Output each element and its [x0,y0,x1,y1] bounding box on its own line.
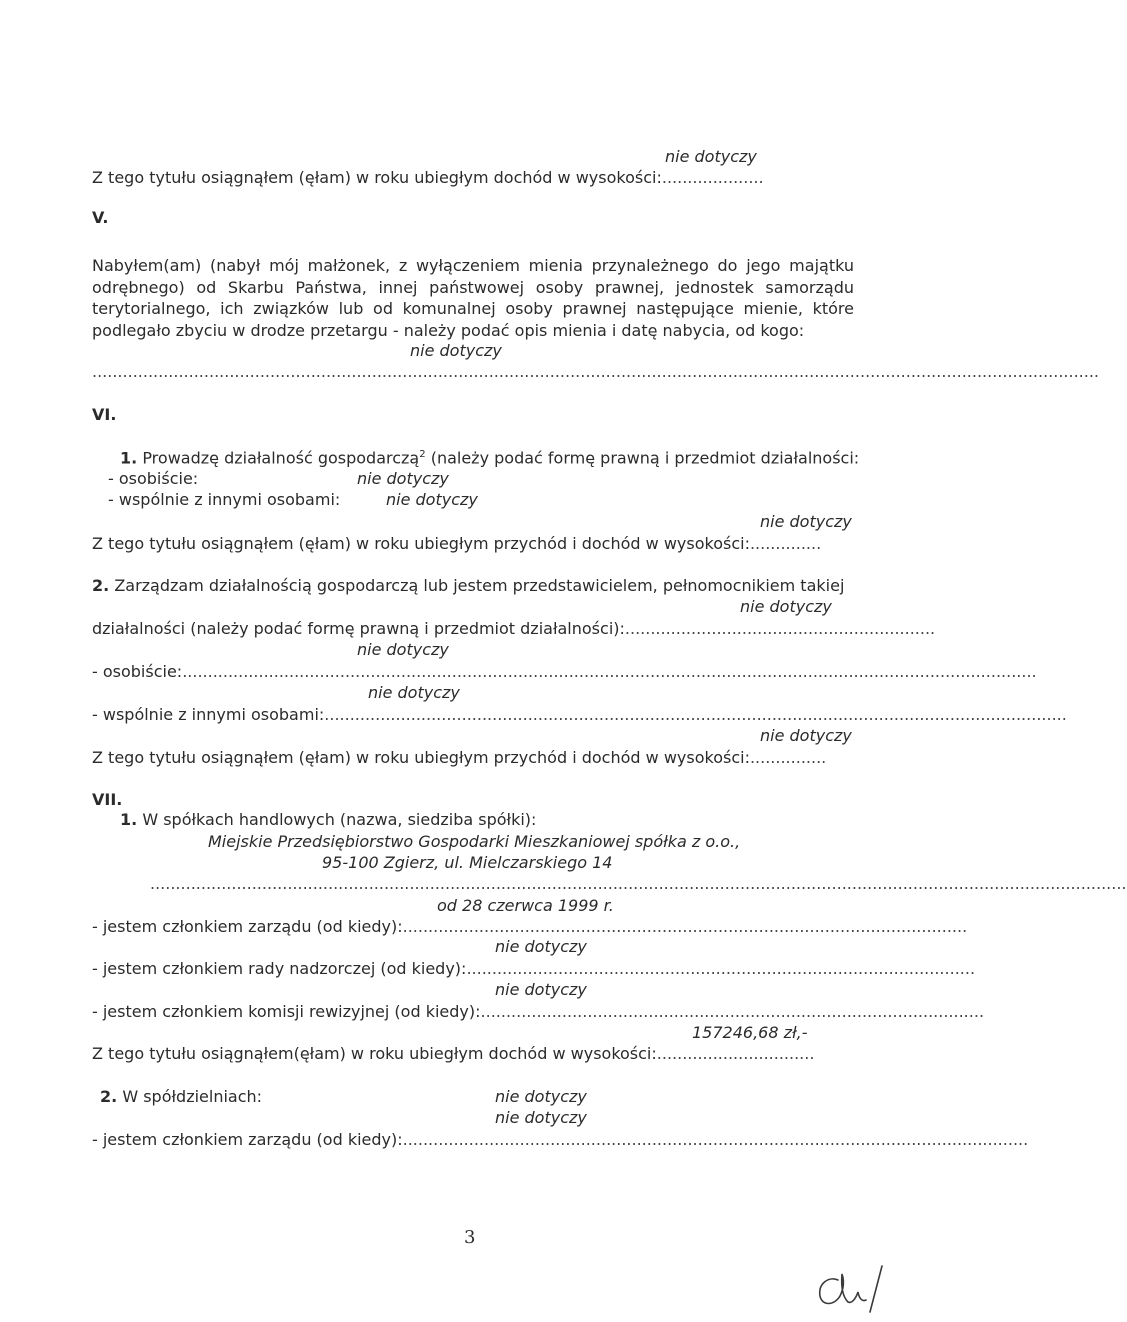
board-member-label: - jestem członkiem zarządu (od kiedy):............................................................................................................... [92,917,968,936]
jointly-label: - wspólnie z innymi osobami:.................................................................................................................................................. [92,705,1067,724]
answer-not-applicable: nie dotyczy [495,1087,587,1106]
fill-line: ................................................................................................................................................................................................ [150,874,1127,893]
personally-label: - osobiście: [108,469,199,488]
section-heading-vi: VI. [92,405,117,424]
fill-line: ...................................................................................................................................................................................................... [92,362,1100,381]
board-member-date: od 28 czerwca 1999 r. [437,896,614,915]
income-label: Z tego tytułu osiągnąłem (ęłam) w roku ubiegłym przychód i dochód w wysokości:............... [92,748,827,767]
section-v-paragraph: Nabyłem(am) (nabył mój małżonek, z wyłączeniem mienia przynależnego do jego majątku odrębnego) od Skarbu Państwa, innej państwowej osoby prawnej, jednostek samorządu terytorialnego, ich związków lub od komunalnej osoby prawnej następujące mienie, które podlegało zbyciu w drodze przetargu - należy podać opis mienia i datę nabycia, od kogo: [92,256,854,340]
item-1-companies: 1. W spółkach handlowych (nazwa, siedziba spółki): [120,810,537,829]
company-address: 95-100 Zgierz, ul. Mielczarskiego 14 [322,853,613,872]
page-number: 3 [464,1227,476,1248]
answer-not-applicable: nie dotyczy [760,726,852,745]
income-value: 157246,68 zł,- [692,1023,808,1042]
supervisory-board-label: - jestem członkiem rady nadzorczej (od kiedy):.................................................................................................... [92,959,976,978]
item-1-business: 1. Prowadzę działalność gospodarczą$^2$ (należy podać formę prawną i przedmiot działalności: [120,448,860,468]
handwritten-initials [808,1262,888,1314]
section-heading-vii: VII. [92,790,123,809]
income-label: Z tego tytułu osiągnąłem(ęłam) w roku ubiegłym dochód w wysokości:............................... [92,1044,815,1063]
answer-not-applicable: nie dotyczy [410,341,502,360]
answer-not-applicable: nie dotyczy [357,640,449,659]
answer-not-applicable: nie dotyczy [495,980,587,999]
section-heading-v: V. [92,208,109,227]
answer-not-applicable: nie dotyczy [495,1108,587,1127]
personally-label: - osobiście:........................................................................................................................................................................ [92,662,1037,681]
item-2-cooperatives: 2. W spółdzielniach: [100,1087,263,1106]
company-name: Miejskie Przedsiębiorstwo Gospodarki Mieszkaniowej spółka z o.o., [208,832,741,851]
answer-not-applicable: nie dotyczy [760,512,852,531]
income-label: Z tego tytułu osiągnąłem (ęłam) w roku ubiegłym dochód w wysokości:.................... [92,168,764,187]
audit-committee-label: - jestem członkiem komisji rewizyjnej (od kiedy):................................................................................................... [92,1002,985,1021]
answer-not-applicable: nie dotyczy [740,597,832,616]
answer-not-applicable: nie dotyczy [357,469,449,488]
answer-not-applicable: nie dotyczy [386,490,478,509]
answer-not-applicable: nie dotyczy [368,683,460,702]
item-2-management: 2. Zarządzam działalnością gospodarczą lub jestem przedstawicielem, pełnomocnikiem takiej [92,576,845,595]
answer-not-applicable: nie dotyczy [495,937,587,956]
activity-label: działalności (należy podać formę prawną i przedmiot działalności):............................................................. [92,619,936,638]
answer-not-applicable: nie dotyczy [665,147,757,166]
jointly-label: - wspólnie z innymi osobami: [108,490,341,509]
board-member-label: - jestem członkiem zarządu (od kiedy):........................................................................................................................... [92,1130,1029,1149]
income-label: Z tego tytułu osiągnąłem (ęłam) w roku ubiegłym przychód i dochód w wysokości:.............. [92,534,822,553]
